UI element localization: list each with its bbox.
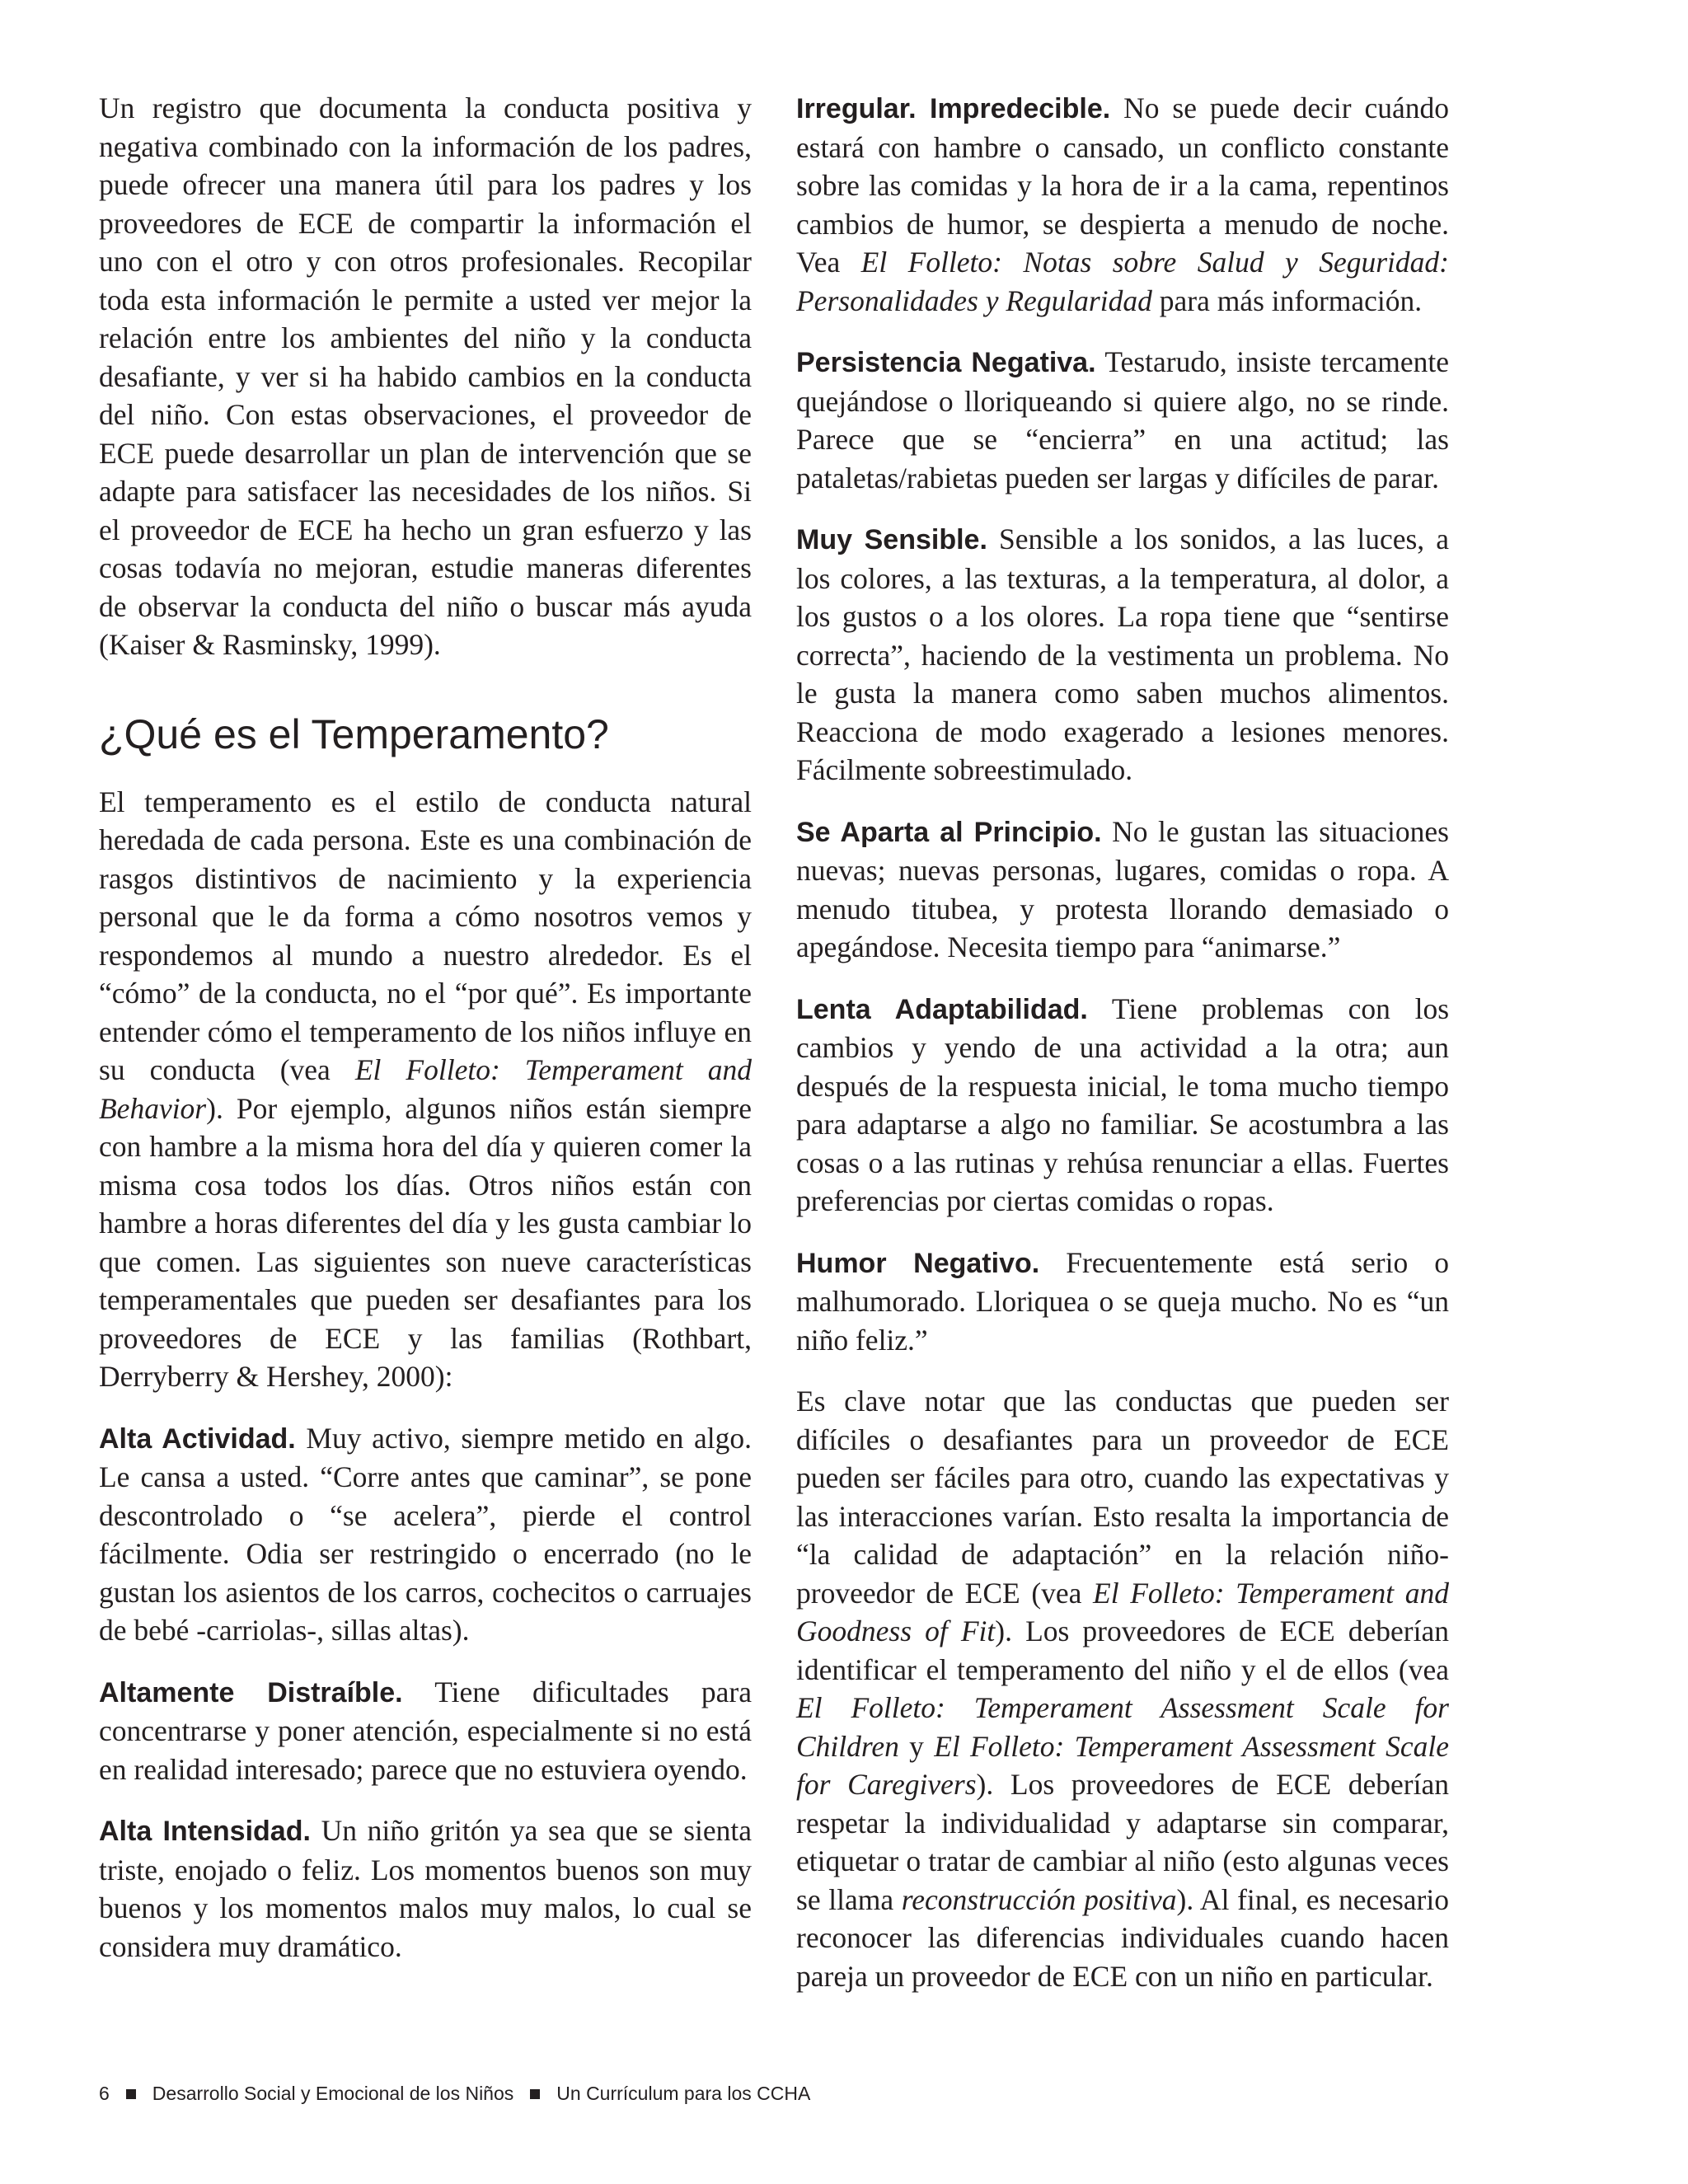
closing-text: ). Los proveedores de ECE deberían respetar la individualidad y adaptarse sin comparar, etiquetar o tratar de cambiar al niño (esto algunas veces se llama bbox=[796, 1768, 1449, 1916]
trait-withdrawal bbox=[796, 813, 1449, 967]
closing-text: ). Los proveedores de ECE deberían identificar el temperamento del niño y el de ellos (vea bbox=[796, 1615, 1449, 1686]
square-bullet-icon bbox=[126, 2089, 136, 2099]
closing-text: ). Al final, es necesario reconocer las diferencias individuales cuando hacen pareja un proveedor de ECE con un niño en particular. bbox=[796, 1882, 1449, 1993]
trait-term: Lenta Adaptabilidad. bbox=[796, 993, 1088, 1025]
trait-term: Alta Actividad. bbox=[99, 1422, 296, 1455]
intro-paragraph: Un registro que documenta la conducta positiva y negativa combinado con la información de los padres, puede ofrecer una manera útil para los padres y los proveedores de ECE de compartir la información el uno con el otro y con otros profesionales. Recopilar toda esta información le permite a usted ver mejor la relación entre los ambientes del niño y la conducta desafiante, y ver si ha habido cambios en la conducta del niño. Con estas observaciones, el proveedor de ECE puede desarrollar un plan de intervención que se adapte para satisfacer las necesidades de los niños. Si el proveedor de ECE ha hecho un gran esfuerzo y las cosas todavía no mejoran, estudie maneras diferentes de observar la conducta del niño o buscar más ayuda (Kaiser & Rasminsky, 1999). bbox=[99, 91, 752, 661]
right-column bbox=[796, 89, 1449, 2018]
trait-sensitive bbox=[796, 520, 1449, 790]
temperament-paragraph bbox=[99, 783, 752, 1396]
closing-text: Es clave notar que las conductas que pueden ser difíciles o desafiantes para un proveedor de ECE pueden ser fáciles para otro, cuando las expectativas y las interacciones varían. Esto resalta la importancia de “la calidad de adaptación” en la relación niño-proveedor de ECE (vea bbox=[796, 1385, 1449, 1610]
trait-description-tail: para más información. bbox=[1151, 284, 1423, 317]
page-footer bbox=[99, 2083, 810, 2105]
footer-title: Desarrollo Social y Emocional de los Niños bbox=[152, 2083, 514, 2104]
temperament-text-a: El temperamento es el estilo de conducta natural heredada de cada persona. Este es una combinación de rasgos distintivos de nacimiento y la experiencia personal que le da forma a cómo nosotros vemos y respondemos al mundo a nuestro alrededor. Es el “cómo” de la conducta, no el “por qué”. Es importante entender cómo el temperamento de los niños influye en su conducta (vea bbox=[99, 785, 752, 1086]
trait-term: Altamente Distraíble. bbox=[99, 1676, 403, 1708]
handout-reference: El Folleto: Temperament and Behavior bbox=[99, 1053, 752, 1125]
handout-reference: El Folleto: Notas sobre Salud y Seguridad: Personalidades y Regularidad bbox=[796, 246, 1449, 317]
trait-term: Irregular. Impredecible. bbox=[796, 93, 1111, 124]
handout-reference: El Folleto: Temperament Assessment Scale for Children bbox=[796, 1691, 1449, 1763]
trait-persistence bbox=[796, 343, 1449, 497]
square-bullet-icon bbox=[530, 2089, 540, 2099]
handout-reference: El Folleto: Temperament Assessment Scale for Caregivers bbox=[796, 1729, 1449, 1801]
trait-description: Muy activo, siempre metido en algo. Le cansa a usted. “Corre antes que caminar”, se pone descontrolado o “se acelera”, pierde el control fácilmente. Odia ser restringido o encerrado (no le gustan los asientos de los carros, cochecitos o carruajes de bebé -carriolas-, sillas altas). bbox=[99, 1421, 752, 1647]
trait-irregular bbox=[796, 89, 1449, 320]
trait-description: No se puede decir cuándo estará con hambre o cansado, un conflicto constante sobre las comidas y la hora de ir a la cama, repentinos cambios de humor, se despierta a menudo de noche. Vea bbox=[796, 91, 1449, 279]
term-reference: reconstrucción positiva bbox=[901, 1882, 1177, 1916]
closing-paragraph bbox=[796, 1382, 1449, 1995]
left-column bbox=[99, 89, 752, 1989]
trait-description: Frecuentemente está serio o malhumorado. Lloriquea o se queja mucho. No es “un niño feliz.” bbox=[796, 1245, 1449, 1357]
trait-description: Sensible a los sonidos, a las luces, a los colores, a las texturas, a la temperatura, al dolor, a los gustos o a los olores. La ropa tiene que “sentirse correcta”, haciendo de la vestimenta un problema. No le gusta la manera como saben muchos alimentos. Reacciona de modo exagerado a lesiones menores. Fácilmente sobreestimulado. bbox=[796, 523, 1449, 786]
trait-adaptability bbox=[796, 990, 1449, 1221]
trait-term: Persistencia Negativa. bbox=[796, 347, 1096, 378]
footer-subtitle: Un Currículum para los CCHA bbox=[556, 2083, 811, 2104]
trait-distractible bbox=[99, 1673, 752, 1789]
handout-reference: El Folleto: Temperament and Goodness of Fit bbox=[796, 1576, 1449, 1647]
trait-description: Tiene dificultades para concentrarse y poner atención, especialmente si no está en realidad interesado; parece que no estuviera oyendo. bbox=[99, 1675, 752, 1786]
trait-mood bbox=[796, 1244, 1449, 1360]
section-heading: ¿Qué es el Temperamento? bbox=[99, 710, 609, 757]
trait-term: Muy Sensible. bbox=[796, 524, 987, 555]
trait-term: Alta Intensidad. bbox=[99, 1816, 311, 1847]
trait-intensity bbox=[99, 1811, 752, 1966]
trait-term: Humor Negativo. bbox=[796, 1247, 1040, 1279]
page-number: 6 bbox=[99, 2083, 110, 2104]
trait-description: Tiene problemas con los cambios y yendo de una actividad a la otra; aun después de la respuesta inicial, le toma mucho tiempo para adaptarse a algo no familiar. Se acostumbra a las cosas o a las rutinas y rehúsa renunciar a ellas. Fuertes preferencias por ciertas comidas o ropas. bbox=[796, 991, 1450, 1217]
trait-description: Testarudo, insiste tercamente quejándose o lloriqueando si quiere algo, no se rinde. Parece que se “encierra” en una actitud; las pataletas/rabietas pueden ser largas y difíciles de parar. bbox=[796, 345, 1450, 494]
temperament-text-b: ). Por ejemplo, algunos niños están siempre con hambre a la misma hora del día y quieren comer la misma cosa todos los días. Otros niños están con hambre a horas diferentes del día y les gusta cambiar lo que comen. Las siguientes son nueve características temperamentales que pueden ser desafiantes para los proveedores de ECE y las familias (Rothbart, Derryberry & Hershey, 2000): bbox=[99, 1091, 752, 1393]
trait-description: Un niño gritón ya sea que se sienta triste, enojado o feliz. Los momentos buenos son muy buenos y los momentos malos muy malos, lo cual se considera muy dramático. bbox=[99, 1814, 753, 1963]
closing-text: y bbox=[898, 1729, 935, 1763]
trait-description: No le gustan las situaciones nuevas; nuevas personas, lugares, comidas o ropa. A menudo titubea, y protesta llorando demasiado o apegándose. Necesita tiempo para “animarse.” bbox=[796, 814, 1449, 963]
trait-term: Se Aparta al Principio. bbox=[796, 816, 1102, 848]
trait-high-activity bbox=[99, 1419, 752, 1650]
